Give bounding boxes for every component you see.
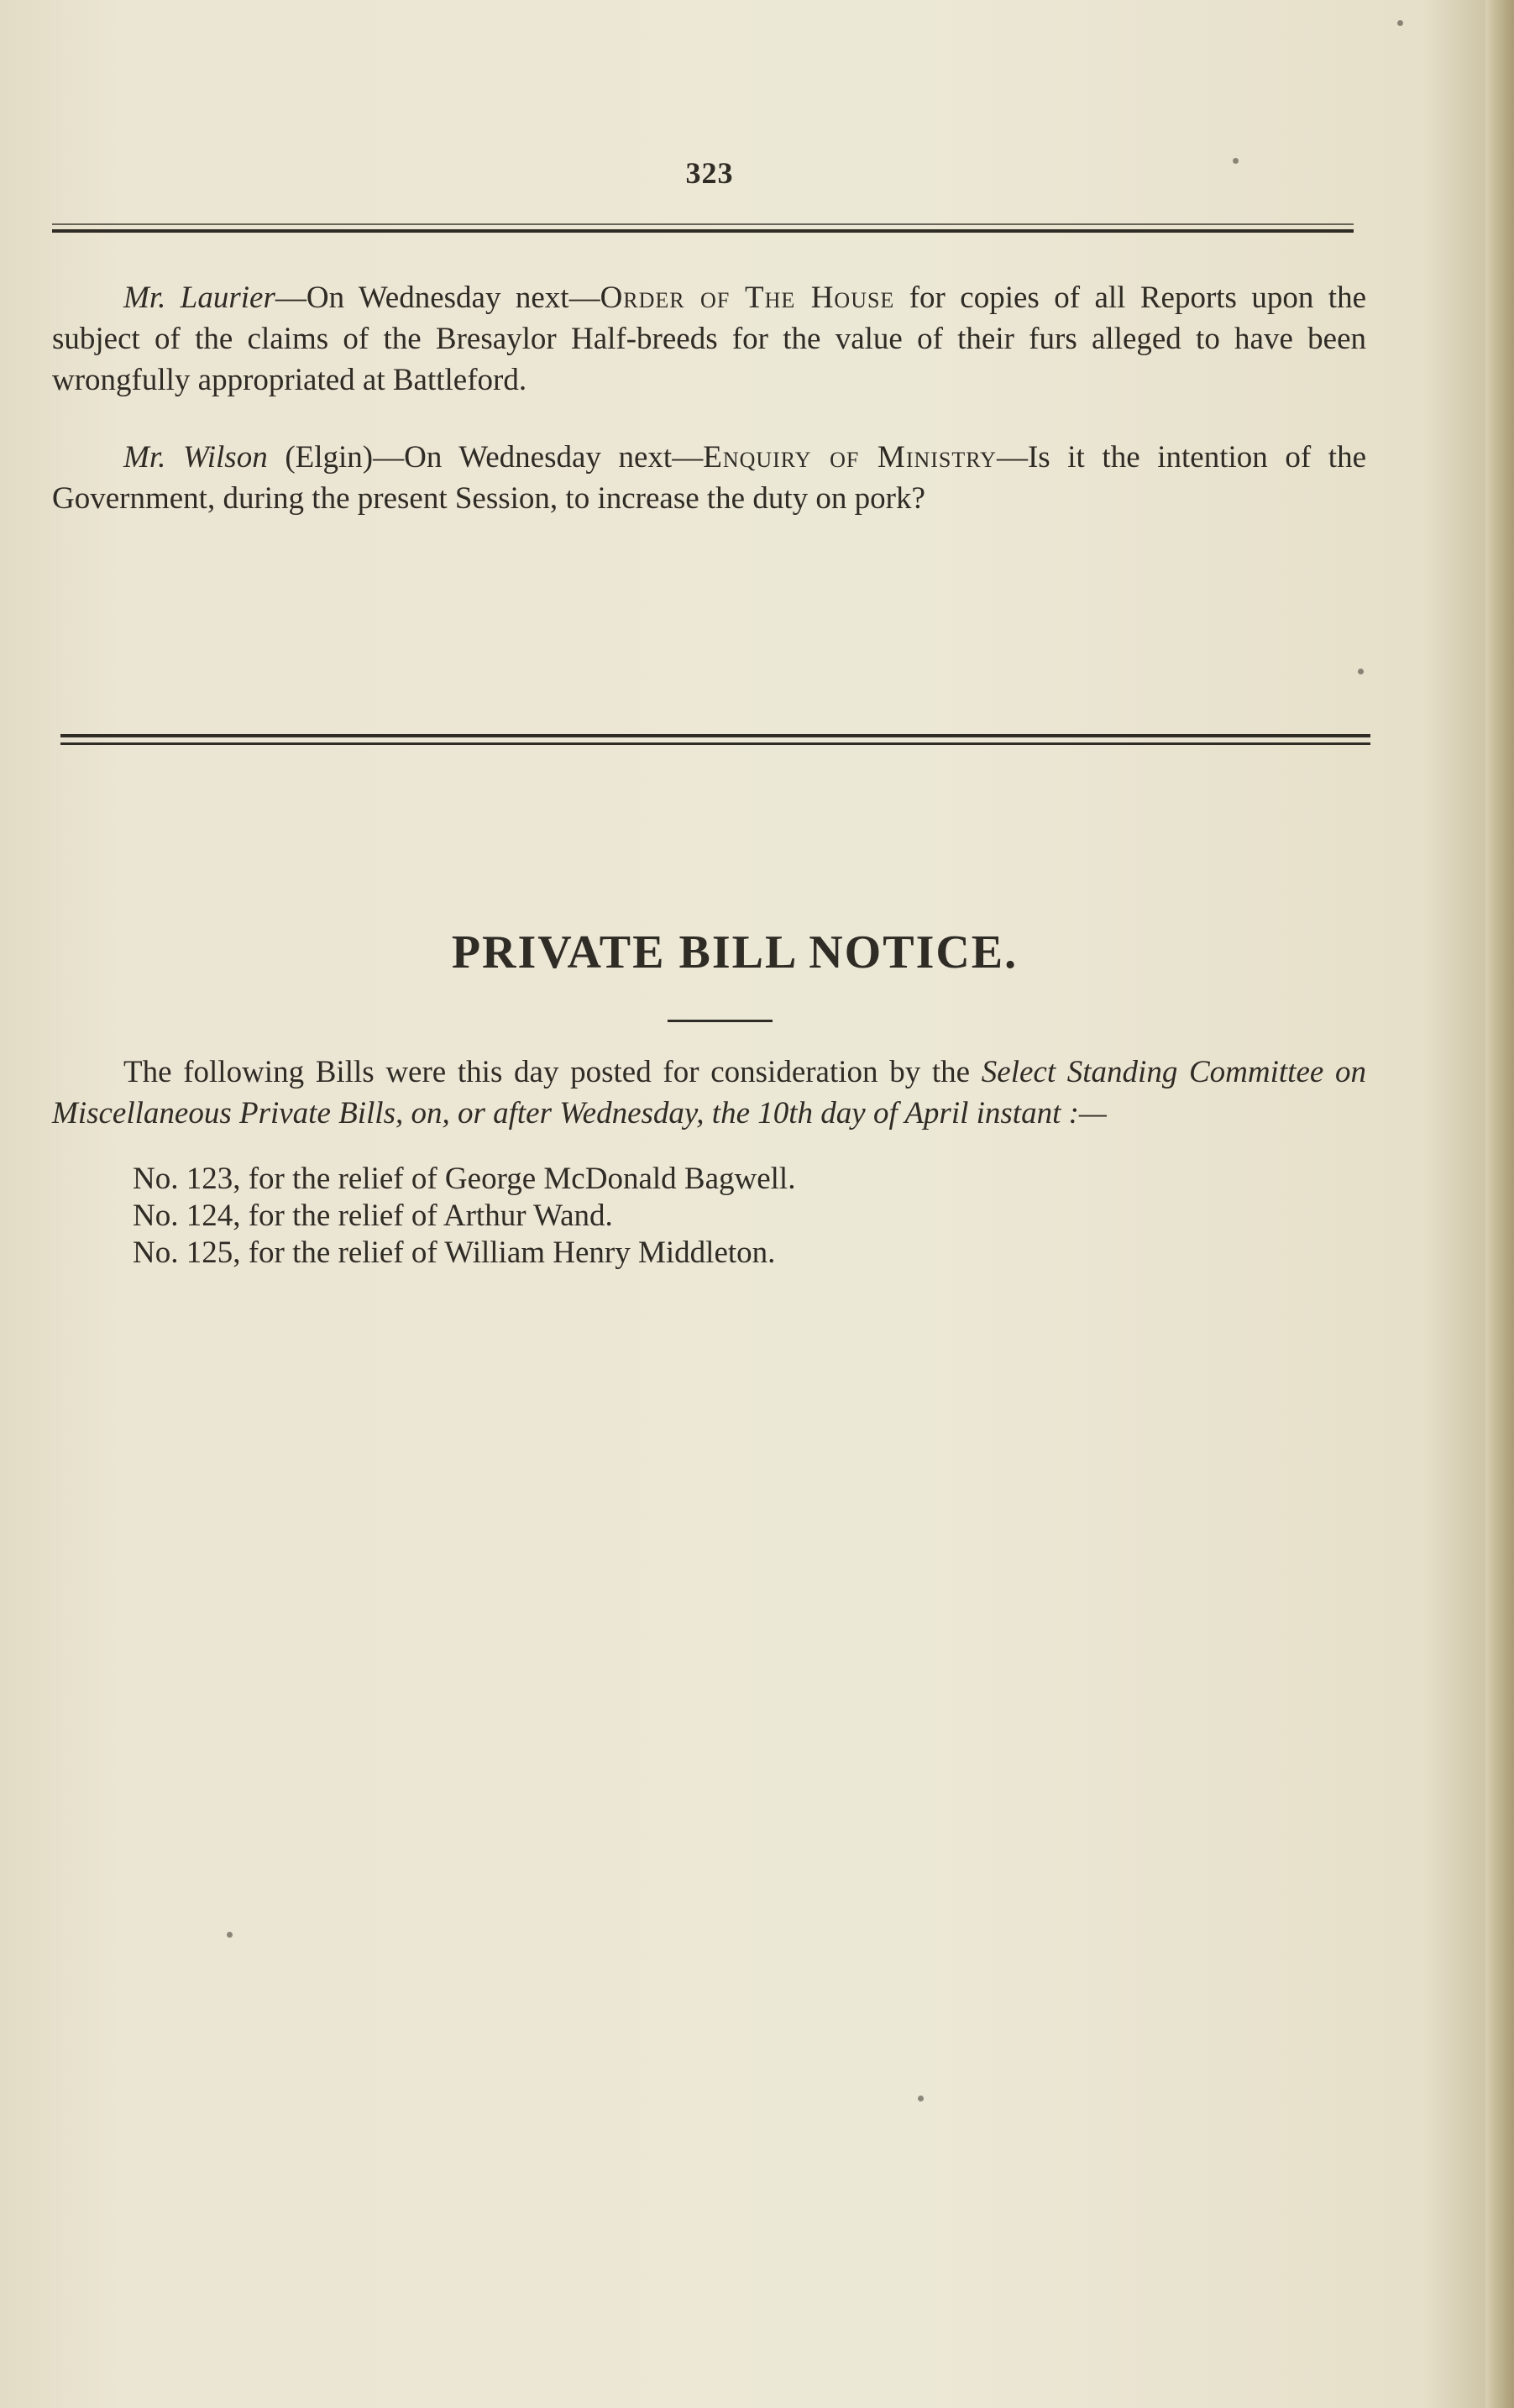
intro-text: The following Bills were this day posted for consideration by the [123,1055,982,1089]
page-number: 323 [685,156,734,190]
top-double-rule [52,220,1354,237]
list-item: No. 125, for the relief of William Henry Middleton. [133,1235,776,1270]
paper-speck [227,1932,233,1938]
paper-speck [918,2096,924,2101]
rule-line [52,229,1354,233]
intro-paragraph [52,1052,1366,1134]
private-bill-notice-heading: PRIVATE BILL NOTICE. [451,926,1019,978]
paper-speck [1397,20,1403,26]
rule-line [60,742,1370,745]
list-item: No. 123, for the relief of George McDonald Bagwell. [133,1162,796,1196]
notice-type: Enquiry of Ministry [703,440,997,475]
notice-paragraph [52,277,1366,401]
list-item: No. 124, for the relief of Arthur Wand. [133,1199,613,1233]
notice-text: —On Wednesday next— [275,281,600,315]
rule-line [60,734,1370,737]
rule-line [52,223,1354,225]
notice-laurier [52,277,1366,401]
paper-speck [1358,669,1364,674]
notice-member: Mr. Wilson [123,440,268,475]
notice-wilson [52,437,1366,519]
heading-underline [668,1020,773,1022]
notice-type: Order of The House [600,281,895,315]
notice-text: —Is it the intention of the Government, during the present Session, to increase the duty on pork? [52,440,1367,516]
notice-member: Mr. Laurier [123,281,275,315]
section-double-rule [60,734,1370,751]
page-edge [1485,0,1514,2408]
paper-speck [1233,158,1239,164]
private-bill-intro [52,1052,1366,1134]
bill-list [133,1161,1224,1272]
notice-text: (Elgin)—On Wednesday next— [267,440,704,475]
notice-text: for copies of all Reports upon the subject of the claims of the Bresaylor Half-breeds for the value of their furs alleged to have been wrongfully appropriated at Battleford. [52,281,1366,397]
notice-paragraph [52,437,1366,519]
intro-committee: Select Standing Committee on Miscellaneous Private Bills, on, or after Wednesday, the 10th day of April instant :— [52,1055,1366,1131]
